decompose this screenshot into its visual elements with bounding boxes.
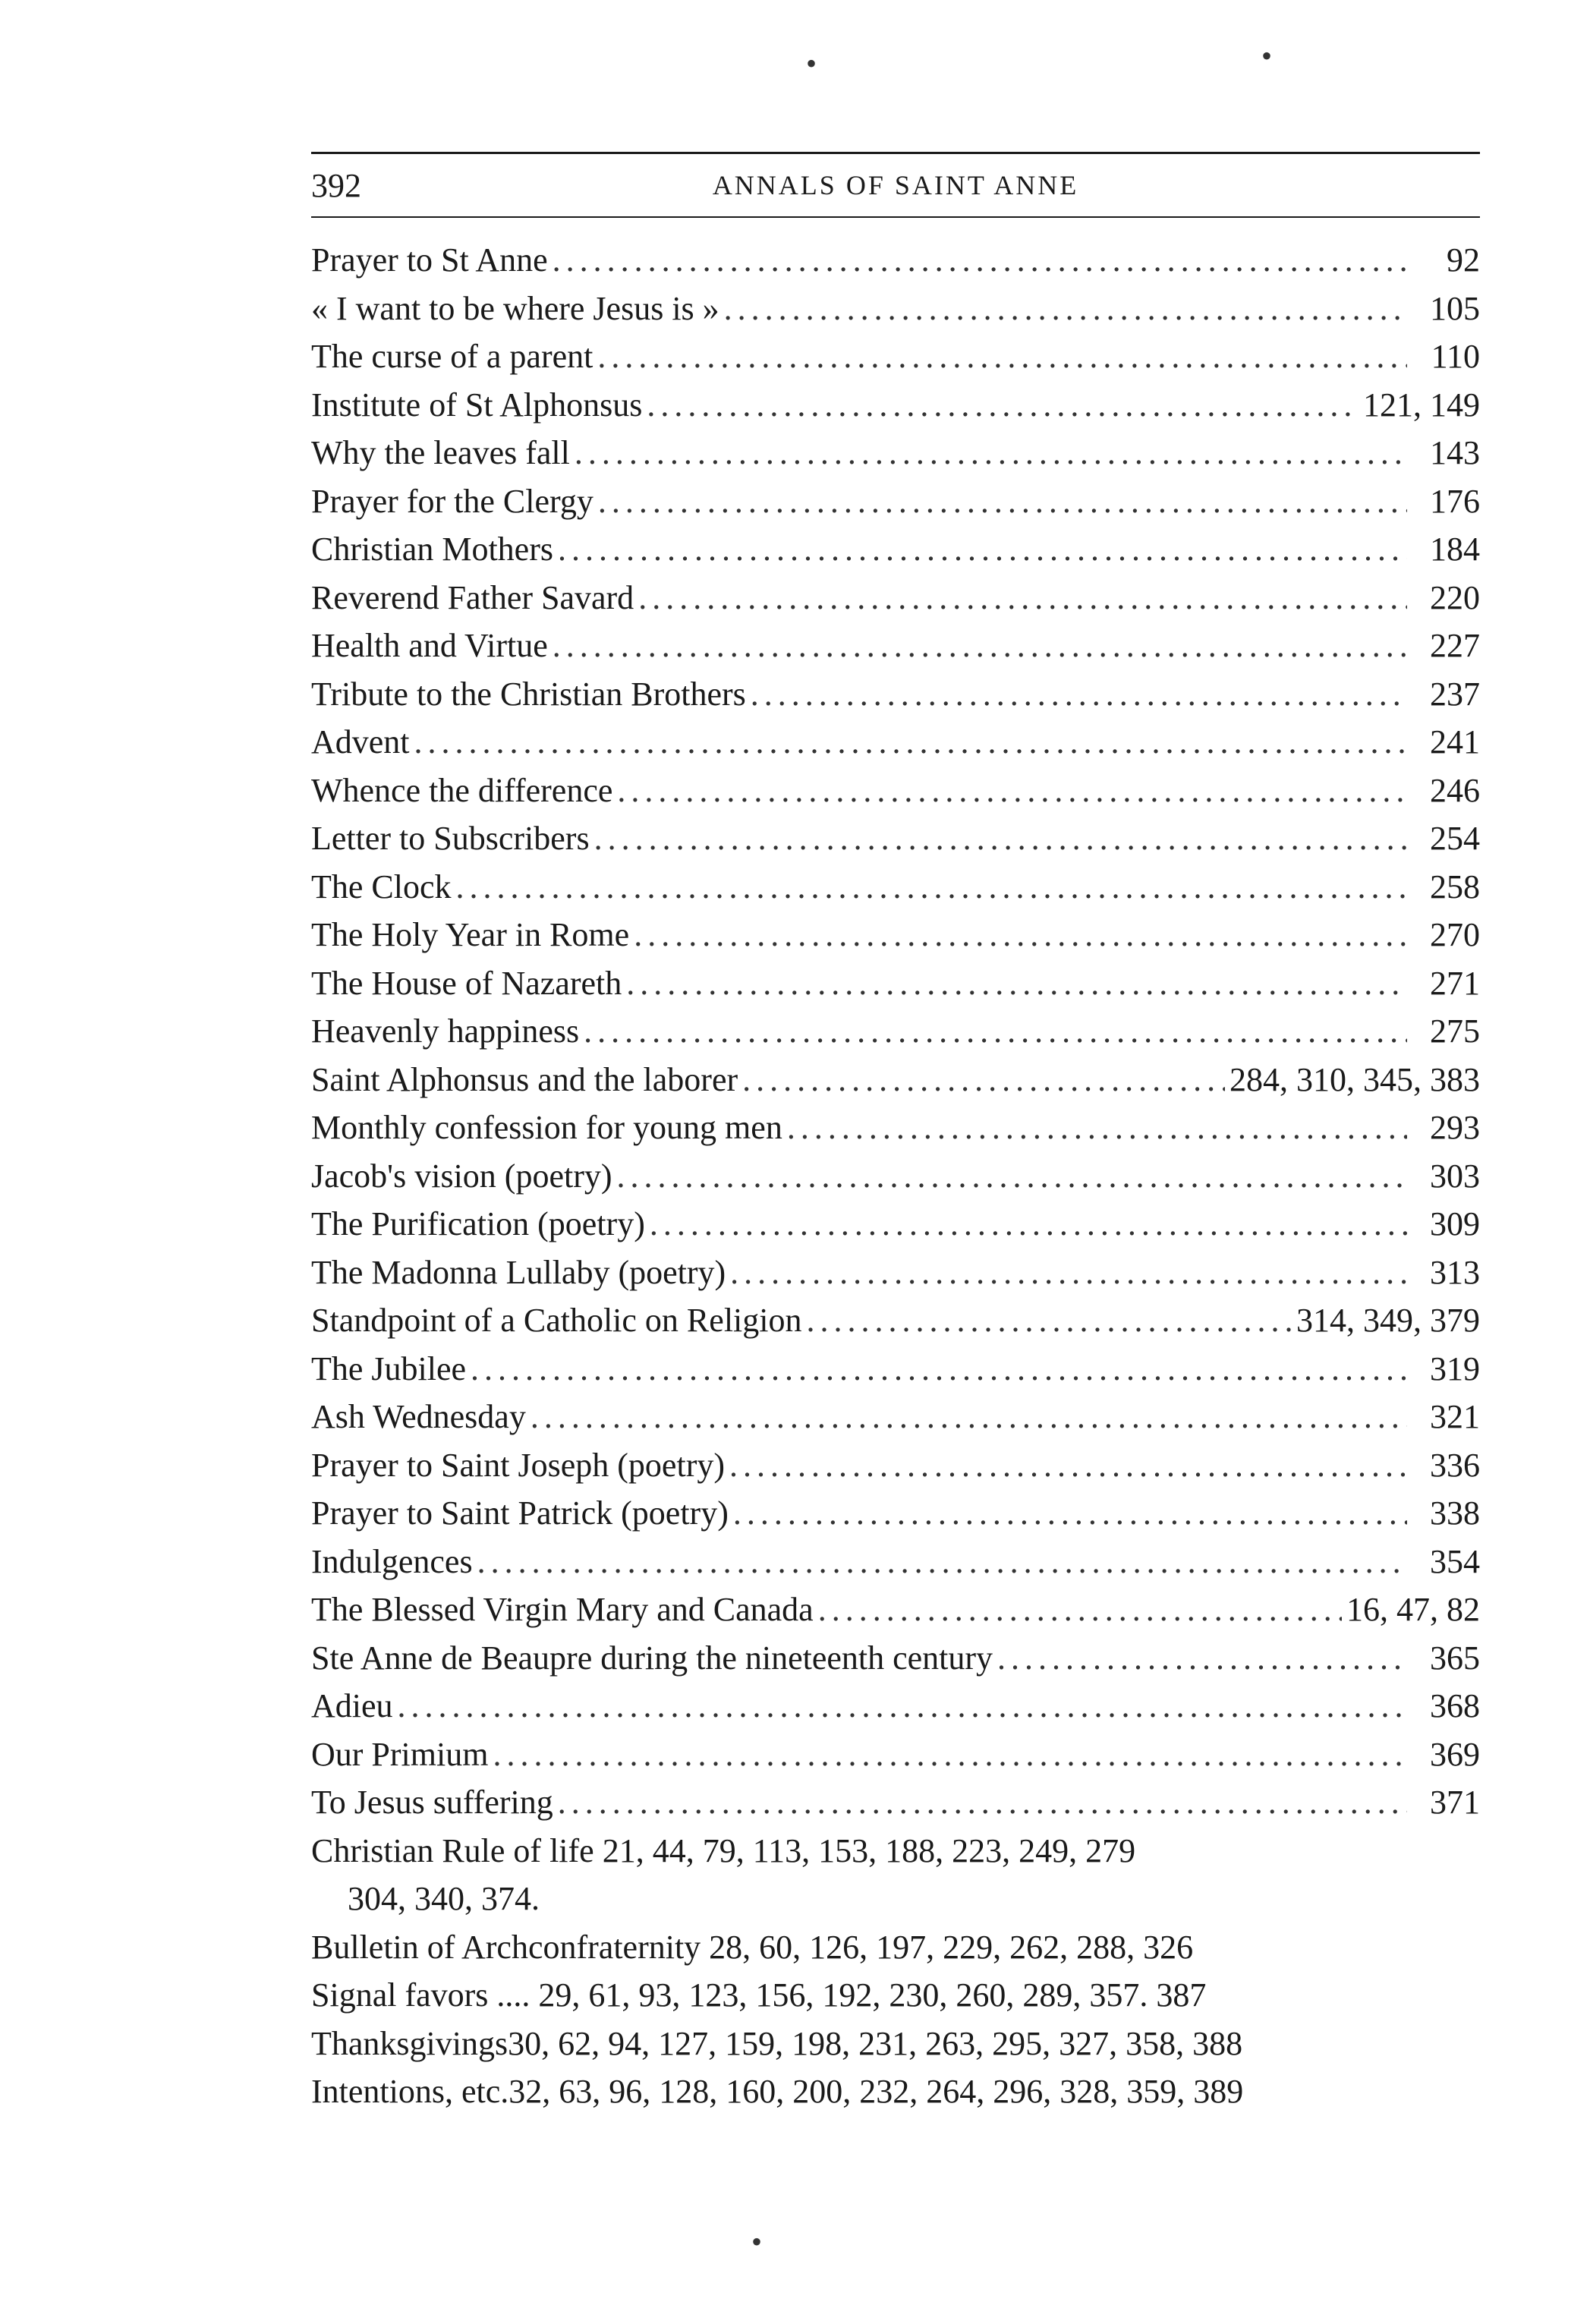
toc-entry: [311, 670, 1480, 719]
toc-entry-title: The Purification (poetry): [311, 1205, 645, 1242]
toc-entry: [311, 1249, 1480, 1297]
toc-leader-dots: [558, 525, 1407, 574]
toc-entry-title: « I want to be where Jesus is »: [311, 289, 719, 327]
toc-entry-title: Ash Wednesday: [311, 1398, 526, 1435]
toc-entry-pages: 368: [1430, 1687, 1480, 1724]
toc-entry-title: The Madonna Lullaby (poetry): [311, 1253, 726, 1291]
toc-entry-title: Prayer for the Clergy: [311, 482, 593, 520]
toc-entry: [311, 622, 1480, 670]
serial-entry-line: Intentions, etc.32, 63, 96, 128, 160, 200, 232, 264, 296, 328, 359, 389: [311, 2073, 1244, 2110]
toc-entry: [311, 1007, 1480, 1056]
serial-entry-line: Christian Rule of life 21, 44, 79, 113, 153, 188, 223, 249, 279: [311, 1831, 1136, 1869]
toc-entry-pages: 92: [1447, 241, 1480, 279]
toc-entry-title: Institute of St Alphonsus: [311, 386, 643, 424]
toc-entry-title: Indulgences: [311, 1542, 473, 1580]
table-of-contents: [311, 236, 1480, 1827]
toc-entry-pages: 354: [1430, 1542, 1480, 1580]
serial-entry: [311, 1827, 1480, 1923]
toc-entry-pages: 336: [1430, 1446, 1480, 1484]
toc-leader-dots: [818, 1586, 1342, 1634]
toc-entry: [311, 1152, 1480, 1201]
toc-entry: [311, 477, 1480, 526]
toc-leader-dots: [751, 670, 1407, 719]
toc-entry-pages: 121, 149: [1363, 386, 1480, 424]
toc-leader-dots: [730, 1249, 1407, 1297]
toc-entry: [311, 911, 1480, 959]
toc-leader-dots: [617, 1152, 1407, 1201]
toc-leader-dots: [997, 1634, 1407, 1683]
toc-leader-dots: [647, 381, 1359, 430]
toc-entry-title: Monthly confession for young men: [311, 1109, 782, 1146]
toc-entry: [311, 429, 1480, 477]
toc-entry-title: The Blessed Virgin Mary and Canada: [311, 1591, 814, 1628]
toc-entry-title: The Clock: [311, 868, 452, 905]
toc-leader-dots: [634, 911, 1407, 959]
running-title: ANNALS OF SAINT ANNE: [712, 170, 1079, 200]
toc-leader-dots: [398, 1682, 1407, 1730]
toc-entry: [311, 1730, 1480, 1779]
toc-entry-pages: 338: [1430, 1494, 1480, 1532]
toc-entry-pages: 227: [1430, 627, 1480, 664]
toc-entry: [311, 1586, 1480, 1634]
toc-entry: [311, 1441, 1480, 1490]
serial-entries: [311, 1827, 1480, 2116]
toc-entry-pages: 184: [1430, 531, 1480, 568]
toc-entry-pages: 143: [1430, 434, 1480, 471]
toc-entry-pages: 220: [1430, 578, 1480, 616]
toc-entry-title: Heavenly happiness: [311, 1012, 580, 1050]
toc-entry: [311, 525, 1480, 574]
toc-entry-pages: 303: [1430, 1157, 1480, 1195]
serial-entry-line: Thanksgivings30, 62, 94, 127, 159, 198, 231, 263, 295, 327, 358, 388: [311, 2024, 1243, 2062]
toc-leader-dots: [558, 1778, 1407, 1827]
toc-entry-pages: 309: [1430, 1205, 1480, 1242]
toc-leader-dots: [617, 767, 1407, 815]
serial-entry-line: Bulletin of Archconfraternity 28, 60, 126, 197, 229, 262, 288, 326: [311, 1928, 1194, 1966]
toc-leader-dots: [471, 1345, 1407, 1393]
toc-entry: [311, 574, 1480, 622]
toc-entry: [311, 332, 1480, 381]
toc-entry-pages: 293: [1430, 1109, 1480, 1146]
toc-entry-pages: 369: [1430, 1735, 1480, 1773]
toc-entry-title: Our Primium: [311, 1735, 489, 1773]
toc-entry: [311, 1489, 1480, 1538]
toc-entry: [311, 959, 1480, 1008]
toc-entry-pages: 110: [1431, 338, 1480, 375]
toc-leader-dots: [531, 1393, 1407, 1441]
toc-entry-pages: 16, 47, 82: [1346, 1591, 1480, 1628]
toc-leader-dots: [575, 429, 1407, 477]
toc-entry: [311, 767, 1480, 815]
toc-entry-pages: 241: [1430, 723, 1480, 760]
toc-entry-title: Why the leaves fall: [311, 434, 570, 471]
serial-entry-continuation: 304, 340, 374.: [348, 1880, 540, 1917]
toc-entry: [311, 1200, 1480, 1249]
toc-leader-dots: [598, 477, 1407, 526]
toc-entry: [311, 1778, 1480, 1827]
toc-entry-pages: 271: [1430, 964, 1480, 1002]
toc-entry-title: Christian Mothers: [311, 531, 553, 568]
toc-entry-title: Ste Anne de Beaupre during the nineteenth century: [311, 1639, 993, 1677]
toc-entry-title: Reverend Father Savard: [311, 578, 634, 616]
toc-entry: [311, 285, 1480, 333]
toc-entry: [311, 1393, 1480, 1441]
ink-speck: •: [1261, 39, 1273, 73]
page-content: [311, 152, 1480, 2116]
toc-leader-dots: [414, 718, 1407, 767]
toc-entry-title: To Jesus suffering: [311, 1784, 553, 1821]
toc-leader-dots: [650, 1200, 1407, 1249]
toc-entry-pages: 237: [1430, 675, 1480, 713]
toc-leader-dots: [553, 622, 1407, 670]
toc-entry-pages: 246: [1430, 771, 1480, 809]
page-number: 392: [311, 167, 361, 204]
toc-entry-pages: 313: [1430, 1253, 1480, 1291]
toc-entry-pages: 105: [1430, 289, 1480, 327]
toc-entry: [311, 1345, 1480, 1393]
toc-entry-title: Letter to Subscribers: [311, 820, 590, 857]
toc-entry-title: Adieu: [311, 1687, 393, 1724]
toc-entry: [311, 814, 1480, 863]
serial-entry: [311, 2020, 1480, 2068]
toc-entry-pages: 275: [1430, 1012, 1480, 1050]
toc-entry-title: Standpoint of a Catholic on Religion: [311, 1302, 802, 1339]
toc-entry-title: Health and Virtue: [311, 627, 548, 664]
toc-entry-title: Advent: [311, 723, 410, 760]
toc-leader-dots: [594, 814, 1407, 863]
toc-entry: [311, 1056, 1480, 1104]
toc-leader-dots: [729, 1441, 1407, 1490]
toc-entry-title: Whence the difference: [311, 771, 613, 809]
toc-entry-pages: 319: [1430, 1349, 1480, 1387]
toc-leader-dots: [807, 1296, 1292, 1345]
serial-entry: [311, 1971, 1480, 2020]
toc-entry-pages: 365: [1430, 1639, 1480, 1677]
toc-leader-dots: [742, 1056, 1225, 1104]
toc-leader-dots: [724, 285, 1407, 333]
toc-entry: [311, 718, 1480, 767]
toc-entry-title: The curse of a parent: [311, 338, 593, 375]
toc-entry: [311, 1296, 1480, 1345]
toc-entry: [311, 1634, 1480, 1683]
toc-leader-dots: [493, 1730, 1407, 1779]
serial-entry-line: Signal favors .... 29, 61, 93, 123, 156, 192, 230, 260, 289, 357. 387: [311, 1976, 1207, 2014]
page-header: [311, 166, 1480, 213]
toc-entry-title: Prayer to Saint Joseph (poetry): [311, 1446, 725, 1484]
toc-entry-pages: 270: [1430, 916, 1480, 953]
toc-entry-pages: 176: [1430, 482, 1480, 520]
toc-leader-dots: [477, 1538, 1407, 1586]
toc-entry-title: Saint Alphonsus and the laborer: [311, 1060, 738, 1098]
toc-leader-dots: [553, 236, 1407, 285]
toc-entry: [311, 381, 1480, 430]
serial-entry: [311, 1923, 1480, 1972]
toc-entry-pages: 258: [1430, 868, 1480, 905]
toc-entry: [311, 236, 1480, 285]
toc-entry-title: Prayer to St Anne: [311, 241, 548, 279]
toc-entry-title: Prayer to Saint Patrick (poetry): [311, 1494, 729, 1532]
toc-entry: [311, 863, 1480, 912]
toc-entry-pages: 314, 349, 379: [1296, 1302, 1480, 1339]
toc-leader-dots: [626, 959, 1407, 1008]
toc-entry-pages: 321: [1430, 1398, 1480, 1435]
toc-entry-pages: 284, 310, 345, 383: [1229, 1060, 1480, 1098]
toc-entry-title: The Holy Year in Rome: [311, 916, 630, 953]
toc-entry: [311, 1538, 1480, 1586]
toc-leader-dots: [456, 863, 1407, 912]
toc-entry-title: Tribute to the Christian Brothers: [311, 675, 746, 713]
toc-entry-pages: 254: [1430, 820, 1480, 857]
serial-entry: [311, 2067, 1480, 2116]
toc-leader-dots: [584, 1007, 1407, 1056]
top-rule: [311, 152, 1480, 154]
toc-leader-dots: [733, 1489, 1407, 1538]
ink-speck: •: [751, 2225, 763, 2259]
toc-leader-dots: [597, 332, 1407, 381]
toc-entry-title: The Jubilee: [311, 1349, 467, 1387]
toc-entry: [311, 1682, 1480, 1730]
toc-leader-dots: [787, 1104, 1407, 1152]
ink-speck: •: [806, 46, 817, 80]
toc-entry-pages: 371: [1430, 1784, 1480, 1821]
toc-leader-dots: [638, 574, 1407, 622]
toc-entry-title: The House of Nazareth: [311, 964, 622, 1002]
header-rule: [311, 216, 1480, 218]
toc-entry-title: Jacob's vision (poetry): [311, 1157, 612, 1195]
toc-entry: [311, 1104, 1480, 1152]
